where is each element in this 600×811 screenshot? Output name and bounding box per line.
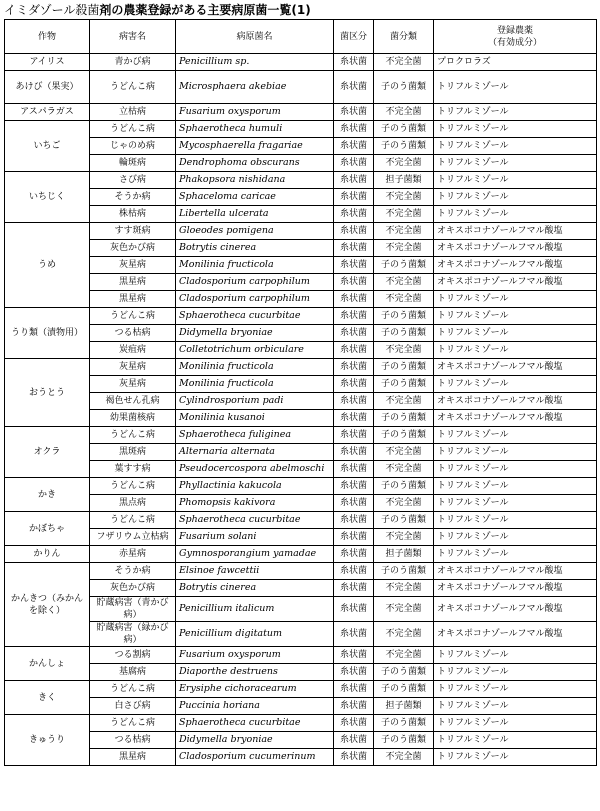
classification-cell: 子のう菌類	[374, 121, 434, 138]
crop-cell: かぼちゃ	[5, 512, 90, 546]
disease-cell: そうか病	[90, 189, 176, 206]
disease-cell: フザリウム立枯病	[90, 529, 176, 546]
table-row	[5, 546, 597, 563]
classification-cell: 不完全菌	[374, 189, 434, 206]
classification-cell: 子のう菌類	[374, 71, 434, 104]
fungus-type-cell: 糸状菌	[334, 104, 374, 121]
classification-cell: 不完全菌	[374, 597, 434, 622]
header-classification: 菌分類	[374, 20, 434, 54]
table-row	[5, 291, 597, 308]
pathogen-cell: Fusarium oxysporum	[176, 647, 334, 664]
classification-cell: 担子菌類	[374, 546, 434, 563]
crop-cell: いちご	[5, 121, 90, 172]
pesticide-cell: オキスポコナゾールフマル酸塩	[434, 359, 597, 376]
fungus-type-cell: 糸状菌	[334, 189, 374, 206]
table-row	[5, 172, 597, 189]
pesticide-cell: トリフルミゾール	[434, 698, 597, 715]
pesticide-cell: トリフルミゾール	[434, 155, 597, 172]
pathogen-cell: Erysiphe cichoracearum	[176, 681, 334, 698]
disease-cell: うどんこ病	[90, 121, 176, 138]
table-row	[5, 155, 597, 172]
fungus-type-cell: 糸状菌	[334, 495, 374, 512]
table-row	[5, 664, 597, 681]
pathogen-cell: Botrytis cinerea	[176, 580, 334, 597]
table-row	[5, 647, 597, 664]
pesticide-cell: トリフルミゾール	[434, 529, 597, 546]
disease-cell: 青かび病	[90, 54, 176, 71]
fungus-type-cell: 糸状菌	[334, 749, 374, 766]
disease-cell: 株枯病	[90, 206, 176, 223]
pesticide-cell: トリフルミゾール	[434, 172, 597, 189]
disease-cell: 赤星病	[90, 546, 176, 563]
fungus-type-cell: 糸状菌	[334, 274, 374, 291]
fungus-type-cell: 糸状菌	[334, 240, 374, 257]
pathogen-cell: Pseudocercospora abelmoschi	[176, 461, 334, 478]
fungus-type-cell: 糸状菌	[334, 732, 374, 749]
pathogen-cell: Sphaerotheca humuli	[176, 121, 334, 138]
disease-cell: 幼果菌核病	[90, 410, 176, 427]
pathogen-cell: Botrytis cinerea	[176, 240, 334, 257]
table-row	[5, 274, 597, 291]
header-disease: 病害名	[90, 20, 176, 54]
pesticide-cell: トリフルミゾール	[434, 325, 597, 342]
pathogen-cell: Gloeodes pomigena	[176, 223, 334, 240]
pesticide-cell: トリフルミゾール	[434, 732, 597, 749]
header-pathogen: 病原菌名	[176, 20, 334, 54]
disease-cell: 灰星病	[90, 359, 176, 376]
fungus-type-cell: 糸状菌	[334, 121, 374, 138]
pathogen-cell: Sphaceloma caricae	[176, 189, 334, 206]
classification-cell: 不完全菌	[374, 393, 434, 410]
disease-cell: 灰星病	[90, 376, 176, 393]
disease-cell: うどんこ病	[90, 715, 176, 732]
disease-cell: 基腐病	[90, 664, 176, 681]
disease-cell: 黒斑病	[90, 444, 176, 461]
classification-cell: 子のう菌類	[374, 732, 434, 749]
disease-cell: 黒星病	[90, 291, 176, 308]
disease-cell: うどんこ病	[90, 427, 176, 444]
fungus-type-cell: 糸状菌	[334, 54, 374, 71]
disease-cell: 黒星病	[90, 749, 176, 766]
pathogen-cell: Cladosporium carpophilum	[176, 291, 334, 308]
pesticide-cell: トリフルミゾール	[434, 308, 597, 325]
pathogen-cell: Colletotrichum orbiculare	[176, 342, 334, 359]
fungus-type-cell: 糸状菌	[334, 563, 374, 580]
table-row	[5, 138, 597, 155]
pathogen-cell: Sphaerotheca cucurbitae	[176, 715, 334, 732]
classification-cell: 不完全菌	[374, 461, 434, 478]
classification-cell: 不完全菌	[374, 647, 434, 664]
pathogen-cell: Fusarium solani	[176, 529, 334, 546]
title-part-a: イミダゾール殺菌	[4, 3, 100, 17]
table-row	[5, 189, 597, 206]
classification-cell: 不完全菌	[374, 206, 434, 223]
fungus-type-cell: 糸状菌	[334, 478, 374, 495]
table-row	[5, 104, 597, 121]
classification-cell: 不完全菌	[374, 274, 434, 291]
classification-cell: 子のう菌類	[374, 257, 434, 274]
pesticide-cell: トリフルミゾール	[434, 512, 597, 529]
fungus-type-cell: 糸状菌	[334, 71, 374, 104]
table-row	[5, 54, 597, 71]
table-row	[5, 715, 597, 732]
disease-cell: 白さび病	[90, 698, 176, 715]
pathogen-cell: Microsphaera akebiae	[176, 71, 334, 104]
table-row	[5, 681, 597, 698]
pathogen-cell: Elsinoe fawcettii	[176, 563, 334, 580]
table-header-row	[5, 20, 597, 54]
fungus-type-cell: 糸状菌	[334, 325, 374, 342]
fungus-type-cell: 糸状菌	[334, 138, 374, 155]
pathogen-cell: Penicillium sp.	[176, 54, 334, 71]
crop-cell: アイリス	[5, 54, 90, 71]
table-row	[5, 563, 597, 580]
classification-cell: 不完全菌	[374, 54, 434, 71]
pesticide-cell: オキスポコナゾールフマル酸塩	[434, 597, 597, 622]
crop-cell: うり類（漬物用）	[5, 308, 90, 359]
fungus-type-cell: 糸状菌	[334, 359, 374, 376]
pathogen-cell: Phakopsora nishidana	[176, 172, 334, 189]
crop-cell: オクラ	[5, 427, 90, 478]
pesticide-cell: オキスポコナゾールフマル酸塩	[434, 240, 597, 257]
pesticide-cell: トリフルミゾール	[434, 427, 597, 444]
pathogen-cell: Alternaria alternata	[176, 444, 334, 461]
crop-cell: いちじく	[5, 172, 90, 223]
pathogen-cell: Mycosphaerella fragariae	[176, 138, 334, 155]
pathogen-cell: Gymnosporangium yamadae	[176, 546, 334, 563]
classification-cell: 子のう菌類	[374, 512, 434, 529]
fungus-type-cell: 糸状菌	[334, 461, 374, 478]
pathogen-table	[4, 19, 597, 766]
fungus-type-cell: 糸状菌	[334, 681, 374, 698]
header-fungus-type: 菌区分	[334, 20, 374, 54]
table-row	[5, 223, 597, 240]
table-row	[5, 257, 597, 274]
pathogen-cell: Cylindrosporium padi	[176, 393, 334, 410]
pesticide-cell: トリフルミゾール	[434, 478, 597, 495]
disease-cell: うどんこ病	[90, 308, 176, 325]
fungus-type-cell: 糸状菌	[334, 257, 374, 274]
table-row	[5, 427, 597, 444]
disease-cell: 灰色かび病	[90, 240, 176, 257]
classification-cell: 子のう菌類	[374, 715, 434, 732]
table-row	[5, 342, 597, 359]
pesticide-cell: オキスポコナゾールフマル酸塩	[434, 274, 597, 291]
fungus-type-cell: 糸状菌	[334, 376, 374, 393]
classification-cell: 不完全菌	[374, 529, 434, 546]
fungus-type-cell: 糸状菌	[334, 698, 374, 715]
pathogen-cell: Dendrophoma obscurans	[176, 155, 334, 172]
crop-cell: おうとう	[5, 359, 90, 427]
pathogen-cell: Sphaerotheca fuliginea	[176, 427, 334, 444]
classification-cell: 不完全菌	[374, 495, 434, 512]
disease-cell: 輪斑病	[90, 155, 176, 172]
fungus-type-cell: 糸状菌	[334, 427, 374, 444]
fungus-type-cell: 糸状菌	[334, 308, 374, 325]
pesticide-cell: トリフルミゾール	[434, 206, 597, 223]
pesticide-cell: オキスポコナゾールフマル酸塩	[434, 257, 597, 274]
table-row	[5, 325, 597, 342]
table-row	[5, 512, 597, 529]
table-row	[5, 359, 597, 376]
pathogen-cell: Cladosporium cucumerinum	[176, 749, 334, 766]
pathogen-cell: Sphaerotheca cucurbitae	[176, 308, 334, 325]
classification-cell: 不完全菌	[374, 223, 434, 240]
crop-cell: かりん	[5, 546, 90, 563]
table-row	[5, 71, 597, 104]
header-crop: 作物	[5, 20, 90, 54]
fungus-type-cell: 糸状菌	[334, 223, 374, 240]
table-row	[5, 410, 597, 427]
pesticide-cell: トリフルミゾール	[434, 647, 597, 664]
table-row	[5, 529, 597, 546]
disease-cell: うどんこ病	[90, 478, 176, 495]
classification-cell: 子のう菌類	[374, 308, 434, 325]
classification-cell: 子のう菌類	[374, 376, 434, 393]
fungus-type-cell: 糸状菌	[334, 664, 374, 681]
disease-cell: 貯蔵病害（青かび病）	[90, 597, 176, 622]
pathogen-cell: Phomopsis kakivora	[176, 495, 334, 512]
fungus-type-cell: 糸状菌	[334, 444, 374, 461]
fungus-type-cell: 糸状菌	[334, 291, 374, 308]
disease-cell: 炭疽病	[90, 342, 176, 359]
pesticide-cell: プロクロラズ	[434, 54, 597, 71]
fungus-type-cell: 糸状菌	[334, 597, 374, 622]
pathogen-cell: Monilinia fructicola	[176, 257, 334, 274]
table-row	[5, 749, 597, 766]
classification-cell: 不完全菌	[374, 291, 434, 308]
pesticide-cell: オキスポコナゾールフマル酸塩	[434, 622, 597, 647]
table-row	[5, 580, 597, 597]
fungus-type-cell: 糸状菌	[334, 529, 374, 546]
classification-cell: 担子菌類	[374, 698, 434, 715]
table-row	[5, 732, 597, 749]
pesticide-cell: トリフルミゾール	[434, 664, 597, 681]
disease-cell: すす斑病	[90, 223, 176, 240]
crop-cell: きく	[5, 681, 90, 715]
classification-cell: 不完全菌	[374, 342, 434, 359]
pathogen-cell: Penicillium digitatum	[176, 622, 334, 647]
pesticide-cell: オキスポコナゾールフマル酸塩	[434, 393, 597, 410]
classification-cell: 不完全菌	[374, 444, 434, 461]
pesticide-cell: トリフルミゾール	[434, 715, 597, 732]
fungus-type-cell: 糸状菌	[334, 155, 374, 172]
table-body	[5, 54, 597, 766]
table-row	[5, 206, 597, 223]
classification-cell: 子のう菌類	[374, 410, 434, 427]
pesticide-cell: オキスポコナゾールフマル酸塩	[434, 223, 597, 240]
table-row	[5, 240, 597, 257]
classification-cell: 不完全菌	[374, 155, 434, 172]
disease-cell: さび病	[90, 172, 176, 189]
disease-cell: うどんこ病	[90, 71, 176, 104]
disease-cell: つる枯病	[90, 732, 176, 749]
pathogen-cell: Cladosporium carpophilum	[176, 274, 334, 291]
classification-cell: 子のう菌類	[374, 563, 434, 580]
classification-cell: 子のう菌類	[374, 325, 434, 342]
classification-cell: 子のう菌類	[374, 138, 434, 155]
table-row	[5, 444, 597, 461]
pesticide-cell: トリフルミゾール	[434, 71, 597, 104]
table-row	[5, 121, 597, 138]
fungus-type-cell: 糸状菌	[334, 512, 374, 529]
fungus-type-cell: 糸状菌	[334, 410, 374, 427]
table-row	[5, 597, 597, 622]
fungus-type-cell: 糸状菌	[334, 342, 374, 359]
disease-cell: うどんこ病	[90, 512, 176, 529]
table-row	[5, 622, 597, 647]
pesticide-cell: オキスポコナゾールフマル酸塩	[434, 563, 597, 580]
pathogen-cell: Didymella bryoniae	[176, 732, 334, 749]
classification-cell: 不完全菌	[374, 580, 434, 597]
classification-cell: 子のう菌類	[374, 478, 434, 495]
pathogen-cell: Monilinia kusanoi	[176, 410, 334, 427]
fungus-type-cell: 糸状菌	[334, 172, 374, 189]
title-part-b: 剤の農薬登録がある主要病原菌一覧(1)	[99, 3, 311, 17]
crop-cell: かんきつ（みかんを除く）	[5, 563, 90, 647]
pesticide-cell: トリフルミゾール	[434, 461, 597, 478]
pathogen-cell: Monilinia fructicola	[176, 359, 334, 376]
pesticide-cell: トリフルミゾール	[434, 681, 597, 698]
pesticide-cell: トリフルミゾール	[434, 291, 597, 308]
classification-cell: 不完全菌	[374, 622, 434, 647]
fungus-type-cell: 糸状菌	[334, 622, 374, 647]
table-row	[5, 393, 597, 410]
crop-cell: うめ	[5, 223, 90, 308]
pesticide-cell: トリフルミゾール	[434, 138, 597, 155]
disease-cell: 貯蔵病害（緑かび病）	[90, 622, 176, 647]
disease-cell: 褐色せん孔病	[90, 393, 176, 410]
pathogen-cell: Didymella bryoniae	[176, 325, 334, 342]
disease-cell: つる割病	[90, 647, 176, 664]
disease-cell: うどんこ病	[90, 681, 176, 698]
classification-cell: 子のう菌類	[374, 664, 434, 681]
pesticide-cell: トリフルミゾール	[434, 444, 597, 461]
classification-cell: 不完全菌	[374, 749, 434, 766]
pesticide-cell: トリフルミゾール	[434, 546, 597, 563]
pathogen-cell: Libertella ulcerata	[176, 206, 334, 223]
fungus-type-cell: 糸状菌	[334, 715, 374, 732]
pesticide-cell: トリフルミゾール	[434, 104, 597, 121]
pathogen-cell: Fusarium oxysporum	[176, 104, 334, 121]
crop-cell: かんしょ	[5, 647, 90, 681]
disease-cell: じゃのめ病	[90, 138, 176, 155]
crop-cell: きゅうり	[5, 715, 90, 766]
disease-cell: 葉すす病	[90, 461, 176, 478]
table-row	[5, 461, 597, 478]
pesticide-cell: トリフルミゾール	[434, 121, 597, 138]
fungus-type-cell: 糸状菌	[334, 393, 374, 410]
pesticide-cell: オキスポコナゾールフマル酸塩	[434, 410, 597, 427]
fungus-type-cell: 糸状菌	[334, 546, 374, 563]
pesticide-cell: トリフルミゾール	[434, 376, 597, 393]
table-row	[5, 376, 597, 393]
fungus-type-cell: 糸状菌	[334, 647, 374, 664]
disease-cell: 灰星病	[90, 257, 176, 274]
fungus-type-cell: 糸状菌	[334, 580, 374, 597]
classification-cell: 不完全菌	[374, 240, 434, 257]
pathogen-cell: Diaporthe destruens	[176, 664, 334, 681]
table-row	[5, 478, 597, 495]
disease-cell: そうか病	[90, 563, 176, 580]
pathogen-cell: Monilinia fructicola	[176, 376, 334, 393]
fungus-type-cell: 糸状菌	[334, 206, 374, 223]
table-row	[5, 308, 597, 325]
classification-cell: 子のう菌類	[374, 681, 434, 698]
crop-cell: アスパラガス	[5, 104, 90, 121]
crop-cell: あけび（果実）	[5, 71, 90, 104]
pesticide-cell: トリフルミゾール	[434, 495, 597, 512]
table-row	[5, 698, 597, 715]
pathogen-cell: Penicillium italicum	[176, 597, 334, 622]
classification-cell: 子のう菌類	[374, 359, 434, 376]
pathogen-cell: Sphaerotheca cucurbitae	[176, 512, 334, 529]
pesticide-cell: オキスポコナゾールフマル酸塩	[434, 580, 597, 597]
page-title	[4, 2, 311, 19]
classification-cell: 担子菌類	[374, 172, 434, 189]
classification-cell: 子のう菌類	[374, 427, 434, 444]
pesticide-cell: トリフルミゾール	[434, 189, 597, 206]
disease-cell: 立枯病	[90, 104, 176, 121]
disease-cell: 黒星病	[90, 274, 176, 291]
classification-cell: 不完全菌	[374, 104, 434, 121]
pathogen-cell: Phyllactinia kakucola	[176, 478, 334, 495]
pesticide-cell: トリフルミゾール	[434, 749, 597, 766]
header-pesticide: 登録農薬 （有効成分）	[434, 20, 597, 54]
table-row	[5, 495, 597, 512]
disease-cell: つる枯病	[90, 325, 176, 342]
crop-cell: かき	[5, 478, 90, 512]
pathogen-cell: Puccinia horiana	[176, 698, 334, 715]
pesticide-cell: トリフルミゾール	[434, 342, 597, 359]
disease-cell: 黒点病	[90, 495, 176, 512]
disease-cell: 灰色かび病	[90, 580, 176, 597]
